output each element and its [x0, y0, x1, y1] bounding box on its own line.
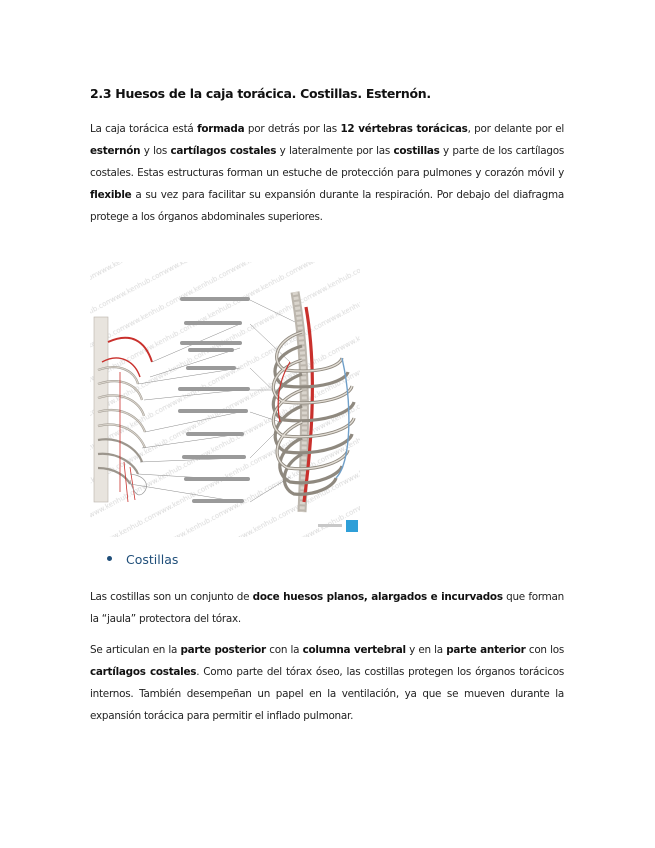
bold-term: formada: [197, 123, 245, 135]
costillas-paragraph-2: [90, 639, 564, 727]
text-run: Las costillas son un conjunto de: [90, 591, 253, 603]
bullet-icon: [107, 556, 112, 561]
text-run: y los: [140, 145, 171, 157]
rib-cage-figure: [90, 262, 360, 537]
bold-term: 12 vértebras torácicas: [340, 123, 468, 135]
bullet-item-costillas: [107, 552, 178, 567]
text-run: La caja torácica está: [90, 123, 198, 135]
bold-term: doce huesos planos, alargados e incurvados: [252, 591, 503, 603]
text-run: por detrás por las: [244, 123, 341, 135]
section-heading: 2.3 Huesos de la caja torácica. Costillas. Esternón.: [90, 86, 431, 101]
rib-cage-illustration: [90, 262, 360, 537]
bold-term: costillas: [393, 145, 440, 157]
text-run: y en la: [405, 644, 447, 656]
text-run: , por delante por el: [467, 123, 564, 135]
bold-term: flexible: [90, 189, 132, 201]
bullet-label: Costillas: [126, 552, 179, 567]
bold-term: parte anterior: [446, 644, 526, 656]
text-run: con la: [265, 644, 303, 656]
text-run: con los: [525, 644, 564, 656]
text-run: que forman la “jaula” protectora del tórax.: [90, 591, 564, 625]
bold-term: esternón: [90, 145, 141, 157]
kenhub-logo-icon: [346, 520, 358, 532]
text-run: . Como parte del tórax óseo, las costillas protegen los órganos torácicos internos. También desempeñan un papel en la ventilación, ya que se mueven durante la expansión torácica para permitir el inflado pulmonar.: [90, 666, 564, 722]
bold-term: cartílagos costales: [90, 666, 197, 678]
bold-term: cartílagos costales: [170, 145, 277, 157]
bold-term: parte posterior: [180, 644, 266, 656]
text-run: a su vez para facilitar su expansión durante la respiración. Por debajo del diafragma protege a los órganos abdominales superiores.: [90, 189, 564, 223]
costillas-paragraph-1: [90, 586, 564, 630]
text-run: Se articulan en la: [90, 644, 181, 656]
intro-paragraph: [90, 118, 564, 228]
text-run: y lateralmente por las: [276, 145, 394, 157]
text-run: y parte de los cartílagos costales. Estas estructuras forman un estuche de protección para pulmones y corazón móvil y: [90, 145, 565, 179]
bold-term: columna vertebral: [302, 644, 406, 656]
logo-caption: [318, 524, 342, 527]
